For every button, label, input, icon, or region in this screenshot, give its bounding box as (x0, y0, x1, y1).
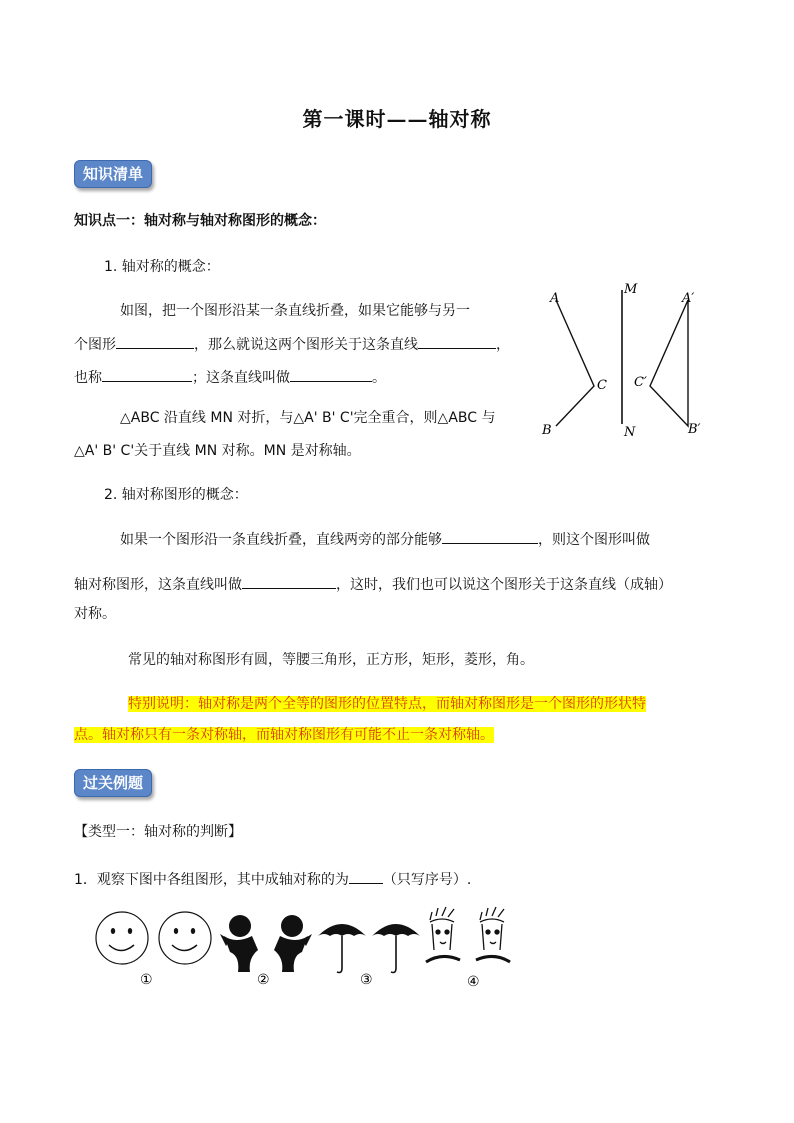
spiky-head-icon-left (426, 907, 460, 962)
figure-label-4: ④ (467, 974, 480, 990)
question-1 (74, 869, 471, 890)
s1-line3 (74, 367, 386, 388)
s1-line2a: 个图形 (74, 337, 116, 353)
smiley-icon-left (96, 912, 148, 964)
label-a-prime: A′ (682, 291, 695, 306)
section2-title: 2. 轴对称图形的概念： (104, 487, 248, 503)
examples-badge: 过关例题 (74, 769, 152, 797)
blank-4[interactable] (290, 367, 372, 382)
s1-line3c: 。 (372, 370, 386, 386)
umbrella-icon-left (318, 924, 366, 973)
label-m: M (624, 282, 638, 297)
figure-icon-left (220, 915, 258, 972)
q1-text-b: （只写序号）. (382, 872, 472, 888)
question-figures (90, 906, 530, 996)
page-title: 第一课时——轴对称 (302, 107, 492, 131)
note1-highlight: 特别说明：轴对称是两个全等的图形的位置特点，而轴对称图形是一个图形的形状特 (128, 696, 646, 712)
common-shapes: 常见的轴对称图形有圆，等腰三角形，正方形，矩形，菱形，角。 (128, 652, 534, 668)
special-note-line2 (74, 725, 494, 745)
kp1-heading: 知识点一：轴对称与轴对称图形的概念： (74, 213, 326, 229)
s1-line2 (74, 334, 510, 355)
label-a: A (550, 291, 560, 306)
q1-blank[interactable] (349, 869, 383, 884)
note2-highlight: 点。轴对称只有一条对称轴，而轴对称图形有可能不止一条对称轴。 (74, 727, 494, 743)
s2-line2a: 轴对称图形，这条直线叫做 (74, 577, 242, 593)
smiley-icon-right (159, 912, 211, 964)
q1-text-a: 1．观察下图中各组图形，其中成轴对称的为 (74, 872, 349, 888)
label-b-prime: B′ (688, 422, 701, 437)
s1-line4: △ABC 沿直线 MN 对折，与△A' B' C'完全重合，则△ABC 与 (120, 410, 496, 426)
blank-3[interactable] (102, 367, 192, 382)
blank-5[interactable] (442, 529, 538, 544)
figure-label-3: ③ (360, 972, 373, 988)
blank-1[interactable] (116, 334, 194, 349)
s2-line2 (74, 574, 672, 595)
s1-line2b: ，那么就说这两个图形关于这条直线 (194, 337, 418, 353)
figure-label-2: ② (257, 972, 270, 988)
s1-line5: △A' B' C'关于直线 MN 对称。MN 是对称轴。 (74, 443, 361, 459)
triangle-a2b2c2 (650, 300, 688, 426)
label-n: N (624, 425, 636, 440)
s1-line2c: ， (496, 337, 510, 353)
s2-line1a: 如果一个图形沿一条直线折叠，直线两旁的部分能够 (120, 532, 442, 548)
s2-line2b: ，这时，我们也可以说这个图形关于这条直线（成轴） (336, 577, 672, 593)
symmetry-diagram (536, 276, 716, 442)
blank-2[interactable] (418, 334, 496, 349)
label-c: C (597, 378, 607, 393)
knowledge-badge: 知识清单 (74, 160, 152, 188)
s2-line3: 对称。 (74, 606, 116, 622)
special-note-line1 (128, 694, 646, 714)
label-b: B (542, 423, 552, 438)
s2-line1b: ，则这个图形叫做 (538, 532, 650, 548)
spiky-head-icon-right (476, 907, 510, 962)
blank-6[interactable] (242, 574, 336, 589)
s2-line1 (120, 529, 650, 550)
triangle-abc (556, 300, 594, 426)
figure-label-1: ① (140, 972, 153, 988)
label-c-prime: C′ (634, 375, 647, 390)
s1-line3b: ；这条直线叫做 (192, 370, 290, 386)
type1-heading: 【类型一：轴对称的判断】 (74, 824, 242, 840)
s1-line1: 如图，把一个图形沿某一条直线折叠，如果它能够与另一 (120, 303, 470, 319)
umbrella-icon-right (372, 924, 420, 973)
figure-icon-right (274, 915, 312, 972)
s1-line3a: 也称 (74, 370, 102, 386)
section1-title: 1. 轴对称的概念： (104, 259, 220, 275)
